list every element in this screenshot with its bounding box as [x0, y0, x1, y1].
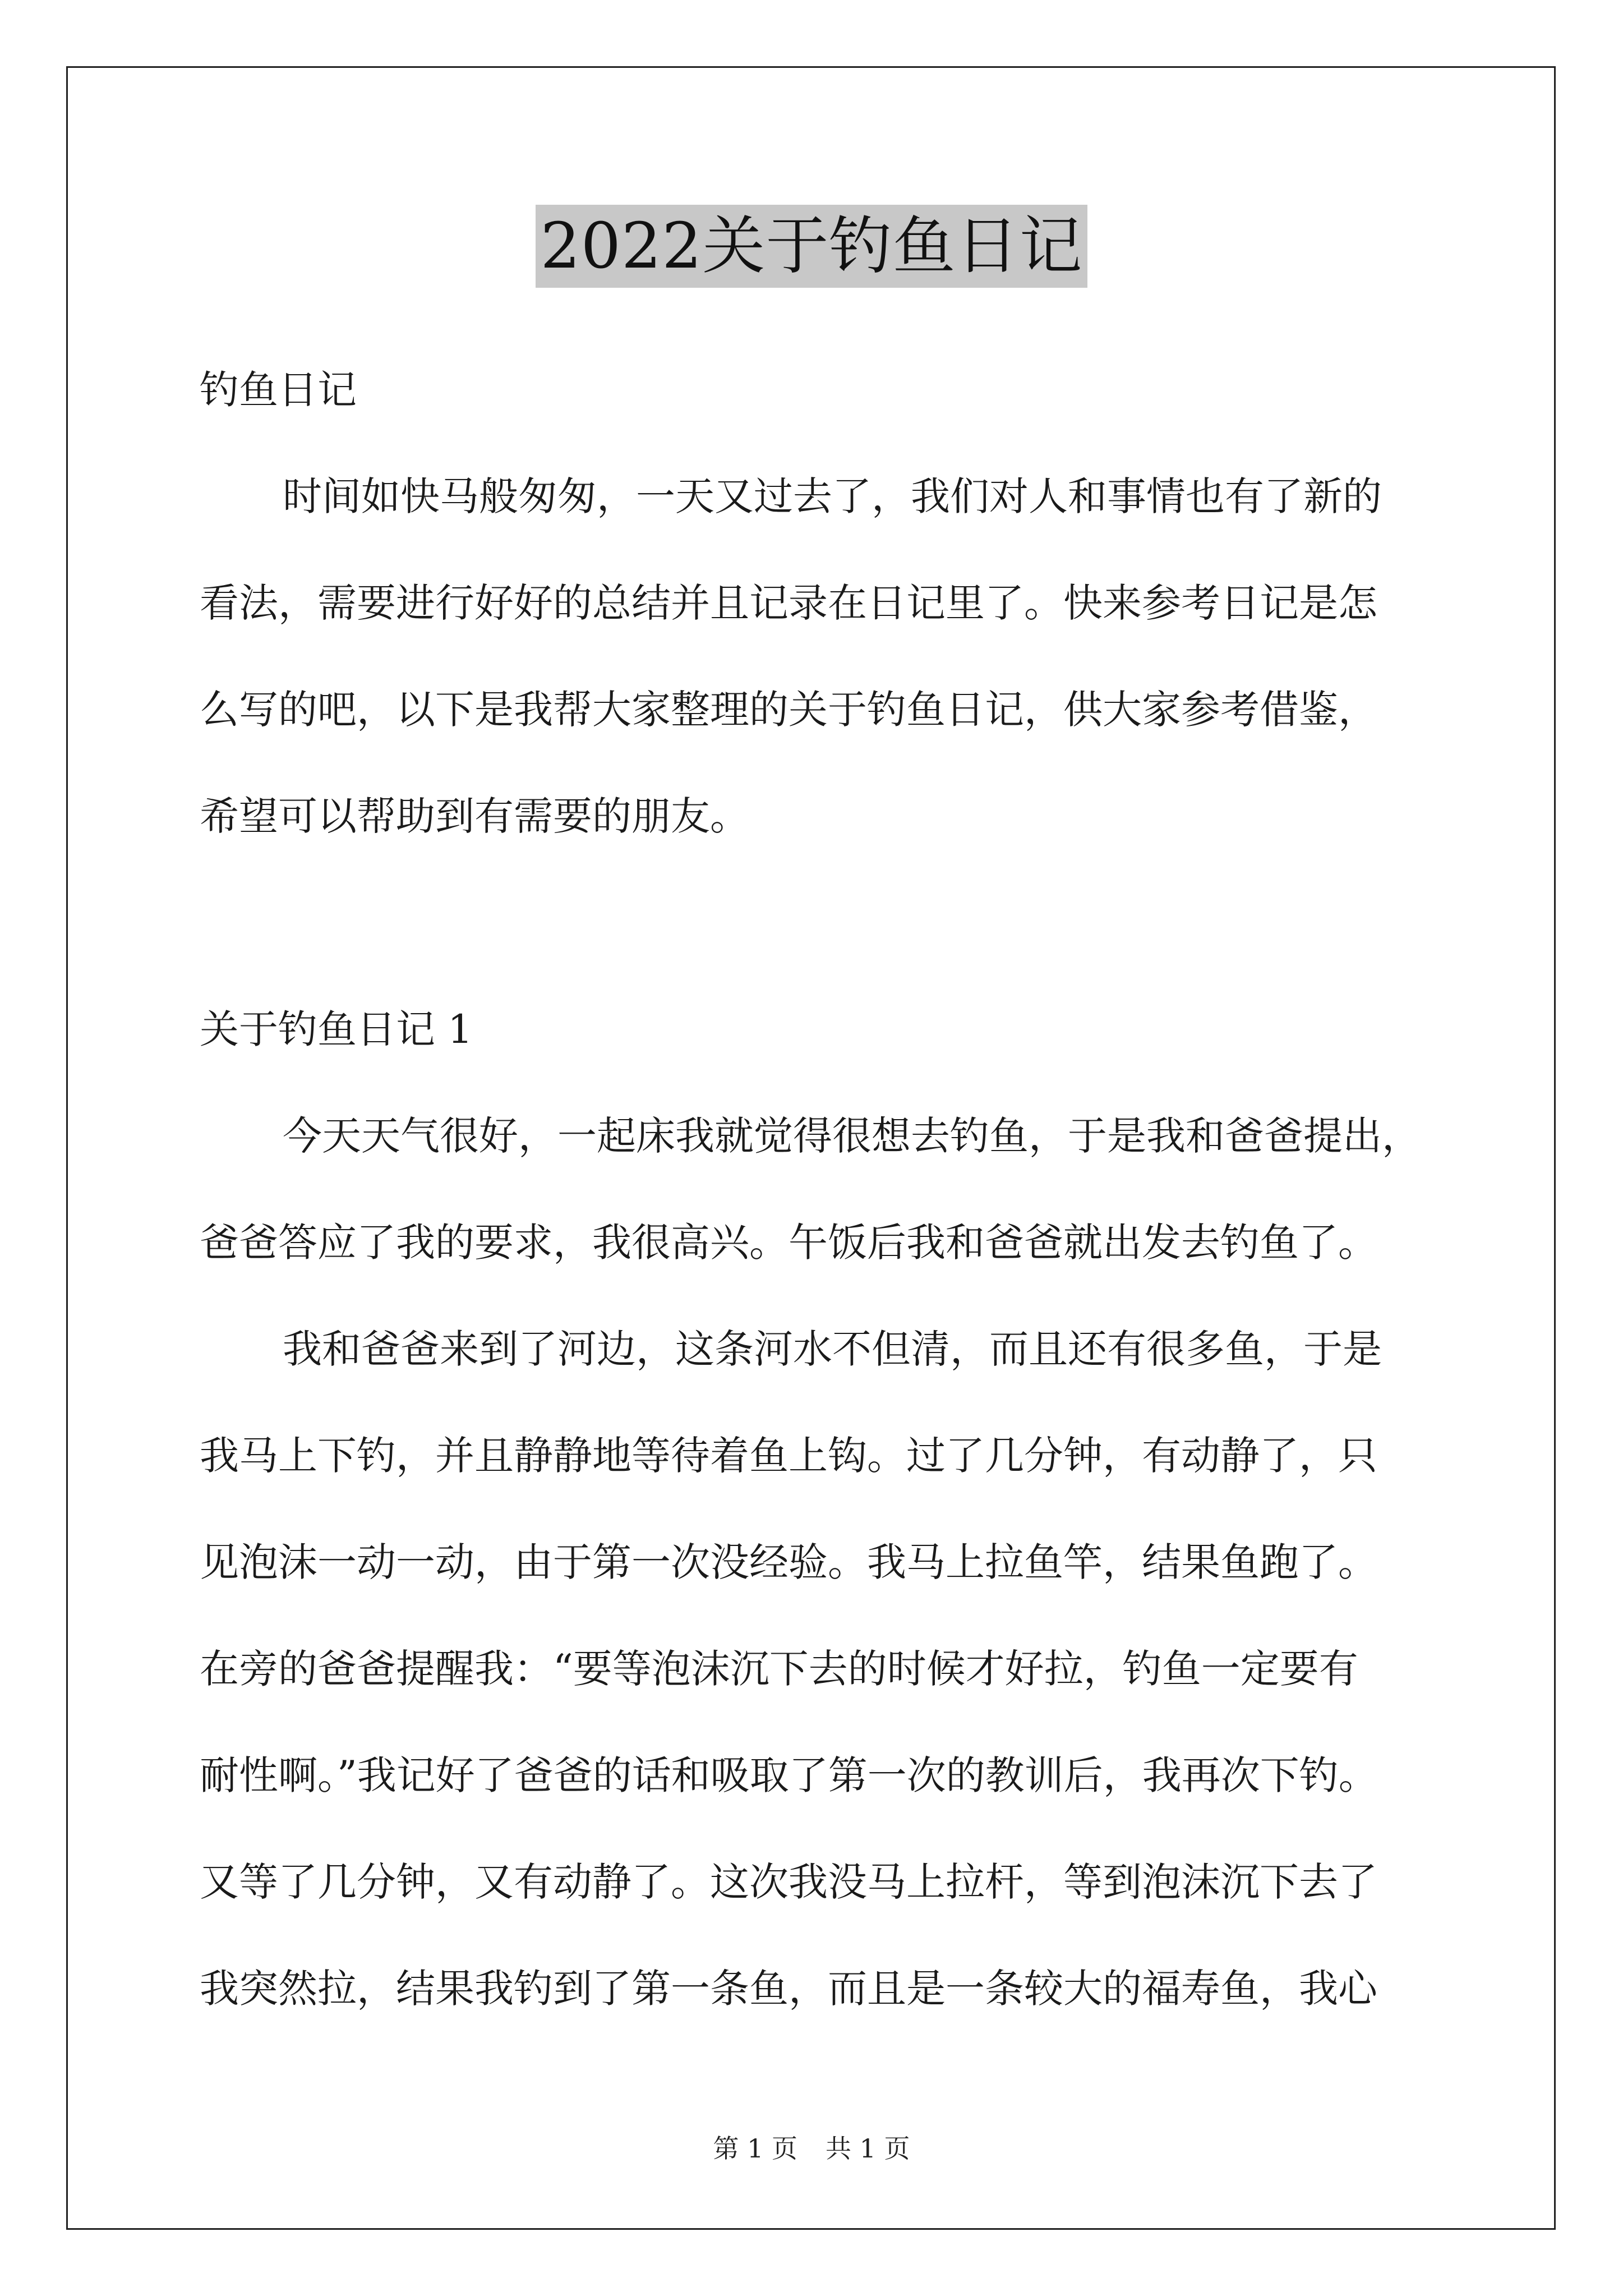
body-line: 我马上下钓，并且静静地等待着鱼上钩。过了几分钟，有动静了，只 — [200, 1433, 1377, 1479]
document-body — [200, 337, 1433, 2042]
body-line: 耐性啊。”我记好了爸爸的话和吸取了第一次的教训后，我再次下钓。 — [200, 1752, 1378, 1798]
intro-heading: 钓鱼日记 — [200, 367, 357, 413]
body-line: 又等了几分钟，又有动静了。这次我没马上拉杆，等到泡沫沉下去了 — [200, 1859, 1377, 1905]
body-line: 见泡沫一动一动，由于第一次没经验。我马上拉鱼竿，结果鱼跑了。 — [200, 1539, 1377, 1585]
document-title: 2022关于钓鱼日记 — [536, 205, 1087, 288]
page-footer — [0, 2132, 1623, 2165]
intro-line: 希望可以帮助到有需要的朋友。 — [200, 793, 749, 839]
body-line: 在旁的爸爸提醒我：“要等泡沫沉下去的时候才好拉，钓鱼一定要有 — [200, 1646, 1358, 1692]
intro-line: 时间如快马般匆匆，一天又过去了，我们对人和事情也有了新的 — [283, 473, 1382, 519]
page-number-total: 共 1 页 — [826, 2133, 910, 2164]
page-number-current: 第 1 页 — [713, 2133, 797, 2164]
intro-line: 看法，需要进行好好的总结并且记录在日记里了。快来参考日记是怎 — [200, 580, 1377, 626]
body-line: 爸爸答应了我的要求，我很高兴。午饭后我和爸爸就出发去钓鱼了。 — [200, 1220, 1377, 1266]
body-line: 我突然拉，结果我钓到了第一条鱼，而且是一条较大的福寿鱼，我心 — [200, 1966, 1377, 2012]
intro-line: 么写的吧，以下是我帮大家整理的关于钓鱼日记，供大家参考借鉴， — [200, 687, 1377, 733]
paragraph-gap — [200, 869, 1433, 976]
title-container — [0, 205, 1623, 288]
section-heading: 关于钓鱼日记 1 — [200, 1006, 473, 1052]
body-line: 今天天气很好，一起床我就觉得很想去钓鱼，于是我和爸爸提出， — [283, 1113, 1421, 1159]
body-line: 我和爸爸来到了河边，这条河水不但清，而且还有很多鱼，于是 — [283, 1326, 1382, 1372]
